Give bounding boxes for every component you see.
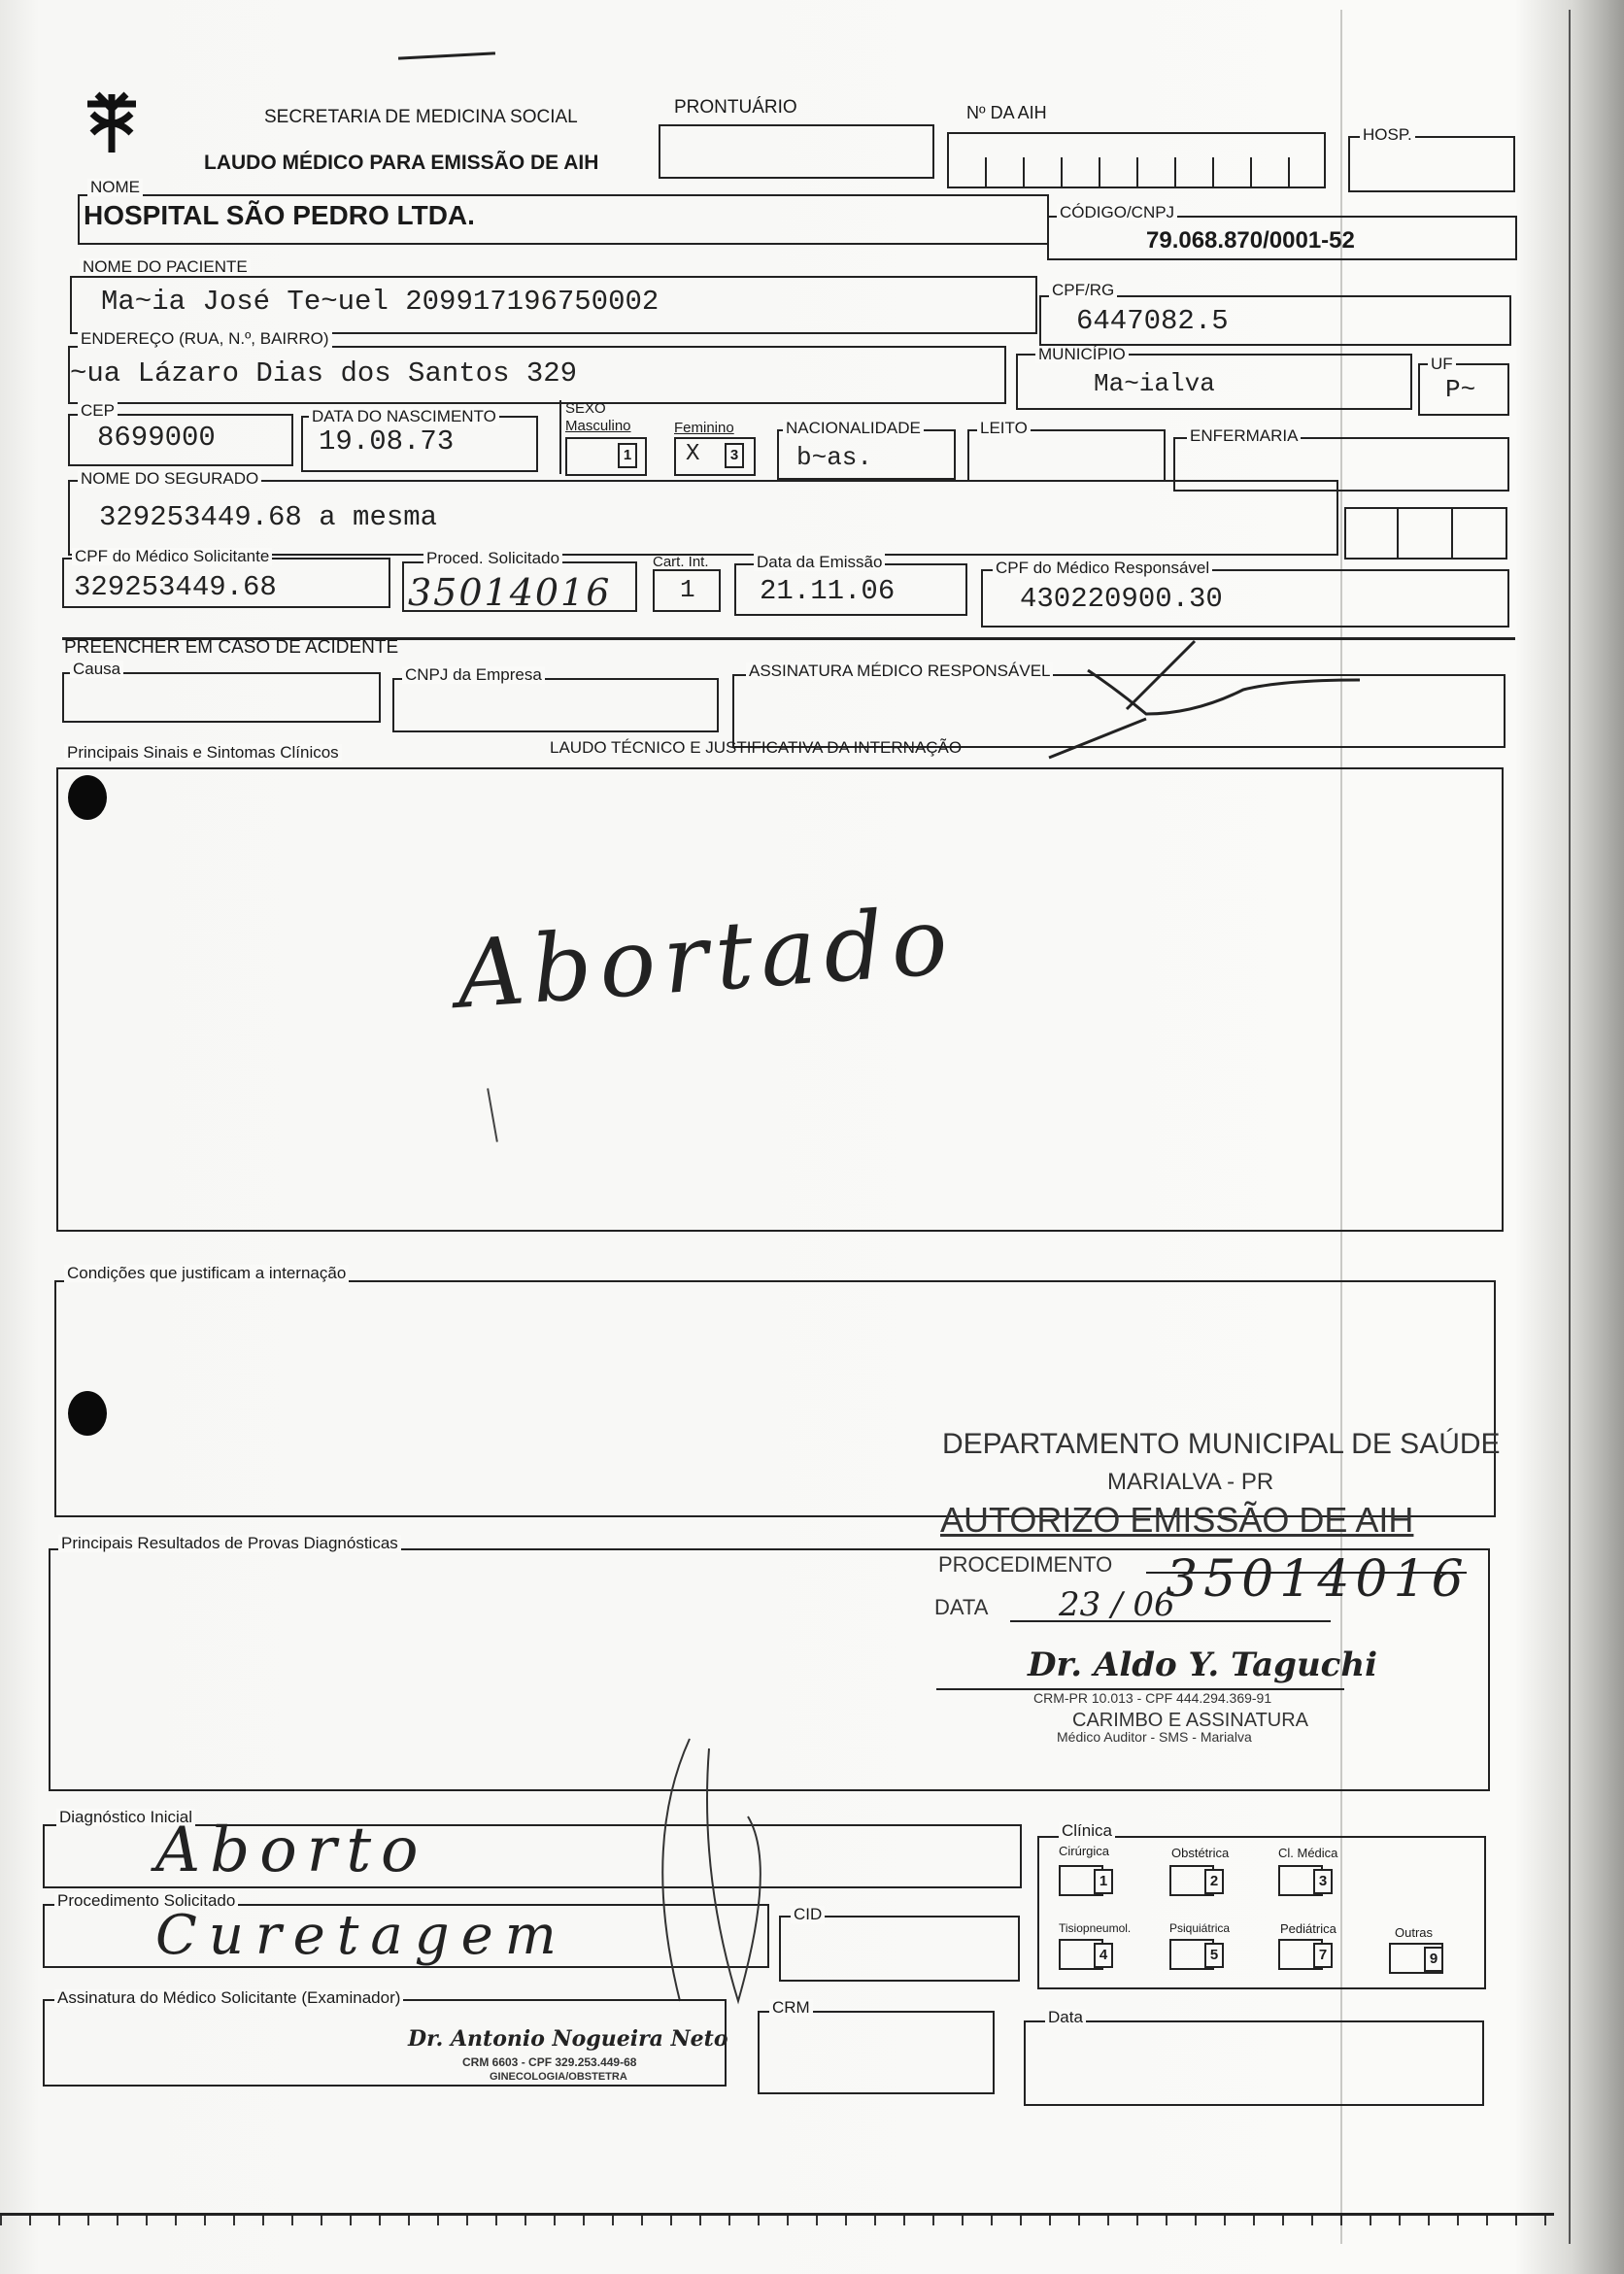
birth-date-value: 19.08.73: [319, 425, 455, 458]
aih-digit-ticks: [949, 157, 1324, 187]
clinica-outras-label: Outras: [1395, 1925, 1434, 1940]
patient-name-label: NOME DO PACIENTE: [80, 258, 251, 276]
cpf-responsavel-value: 430220900.30: [1020, 583, 1223, 615]
resultados-label: Principais Resultados de Provas Diagnósticas: [58, 1535, 401, 1552]
stamp-carimbo: CARIMBO E ASSINATURA: [1072, 1710, 1309, 1731]
stamp-data-value: 23 / 06: [1059, 1585, 1175, 1624]
assinatura-responsavel-label: ASSINATURA MÉDICO RESPONSÁVEL: [746, 662, 1053, 680]
sex-label: SEXO: [565, 400, 606, 417]
condicoes-label: Condições que justificam a internação: [64, 1265, 349, 1282]
solicitante-stamp-name: Dr. Antonio Nogueira Neto: [408, 2026, 728, 2052]
cid-field[interactable]: [779, 1916, 1020, 1982]
punch-hole-2: [68, 1391, 107, 1436]
aih-label: Nº DA AIH: [966, 103, 1047, 122]
cpf-solicitante-label: CPF do Médico Solicitante: [72, 548, 272, 565]
prontuario-field[interactable]: [659, 124, 934, 179]
hosp-field[interactable]: [1348, 136, 1515, 192]
female-code: 3: [725, 443, 744, 468]
responsavel-signature: [1030, 622, 1379, 767]
clinica-psiquiatrica-code: 5: [1204, 1943, 1224, 1968]
municipio-label: MUNICÍPIO: [1035, 346, 1129, 363]
stamp-medico-auditor: Médico Auditor - SMS - Marialva: [1057, 1729, 1252, 1745]
patient-name: Ma~ia José Te~uel 209917196750002: [101, 286, 660, 318]
leito-label: LEITO: [977, 420, 1031, 437]
sex-divider: [559, 400, 561, 474]
procedimento-solicitado-label: Procedimento Solicitado: [54, 1892, 238, 1910]
large-scribble: [544, 1729, 796, 2020]
form-title: LAUDO MÉDICO PARA EMISSÃO DE AIH: [204, 152, 599, 174]
data-field[interactable]: [1024, 2020, 1484, 2106]
cpf-rg-value: 6447082.5: [1076, 305, 1229, 337]
stamp-crm: CRM-PR 10.013 - CPF 444.294.369-91: [1033, 1690, 1272, 1706]
clinica-tisiopneumologia-code: 4: [1094, 1943, 1113, 1968]
crm-field[interactable]: [758, 2011, 995, 2094]
nationality-label: NACIONALIDADE: [783, 420, 924, 437]
uf-value: P~: [1445, 375, 1476, 404]
uf-label: UF: [1428, 356, 1456, 373]
clinica-psiquiatrica-label: Psiquiátrica: [1169, 1921, 1231, 1935]
cpf-rg-label: CPF/RG: [1049, 282, 1117, 299]
scan-mark: [398, 51, 495, 59]
hospital-name: HOSPITAL SÃO PEDRO LTDA.: [84, 200, 475, 230]
male-code: 1: [618, 443, 637, 468]
aih-number-field[interactable]: [947, 132, 1326, 188]
cart-int-value: 1: [680, 575, 695, 604]
insured-extra-boxes[interactable]: [1344, 507, 1507, 560]
clinica-cirurgica-label: Cirúrgica: [1059, 1844, 1110, 1858]
clinica-pediatrica-code: 7: [1313, 1943, 1333, 1968]
stamp-data-label: DATA: [934, 1595, 989, 1619]
municipio-value: Ma~ialva: [1094, 369, 1215, 398]
stamp-department: DEPARTAMENTO MUNICIPAL DE SAÚDE: [942, 1428, 1501, 1460]
prontuario-label: PRONTUÁRIO: [674, 97, 797, 118]
condicoes-field[interactable]: [54, 1280, 1496, 1517]
male-label: Masculino: [565, 418, 631, 434]
causa-field[interactable]: [62, 672, 381, 723]
clinica-obstetrica-code: 2: [1204, 1869, 1224, 1894]
hospital-name-label: NOME: [87, 179, 143, 196]
diagnostico-label: Diagnóstico Inicial: [56, 1809, 195, 1826]
bottom-ruler-ticks: [0, 2216, 1554, 2225]
birth-date-label: DATA DO NASCIMENTO: [309, 408, 499, 425]
assinatura-solicitante-label: Assinatura do Médico Solicitante (Examinador): [54, 1989, 403, 2007]
leito-field[interactable]: [967, 429, 1166, 482]
data-label: Data: [1045, 2009, 1086, 2026]
clinica-medica-code: 3: [1313, 1869, 1333, 1894]
cpf-responsavel-label: CPF do Médico Responsável: [993, 560, 1212, 577]
caduceus-logo-icon: [78, 89, 146, 157]
accident-heading: PREENCHER EM CASO DE ACIDENTE: [64, 637, 399, 658]
hosp-label: HOSP.: [1360, 126, 1415, 144]
cep-value: 8699000: [97, 422, 216, 454]
proced-solicitado-value: 35014016: [408, 571, 612, 614]
proced-solicitado-label: Proced. Solicitado: [423, 550, 562, 567]
diagnostico-text: Aborto: [155, 1815, 428, 1886]
stamp-city: MARIALVA - PR: [1107, 1469, 1274, 1495]
cart-int-label: Cart. Int.: [653, 554, 709, 570]
clinica-obstetrica-label: Obstétrica: [1171, 1846, 1230, 1860]
clinica-medica-label: Cl. Médica: [1278, 1846, 1338, 1860]
stamp-doctor-name: Dr. Aldo Y. Taguchi: [1028, 1646, 1378, 1684]
cnpj-empresa-label: CNPJ da Empresa: [402, 666, 545, 684]
clinica-tisiopneumologia-label: Tisiopneumol.: [1059, 1921, 1132, 1935]
stamp-procedimento-label: PROCEDIMENTO: [938, 1552, 1113, 1577]
address-value: ~ua Lázaro Dias dos Santos 329: [70, 357, 578, 390]
stamp-procedimento-value: 35014016: [1166, 1550, 1470, 1609]
cpf-solicitante-value: 329253449.68: [74, 571, 277, 603]
female-mark: X: [686, 441, 700, 467]
clinica-pediatrica-label: Pediátrica: [1280, 1921, 1336, 1936]
clinica-outras-code: 9: [1424, 1947, 1443, 1972]
insured-name-label: NOME DO SEGURADO: [78, 470, 261, 488]
emissao-value: 21.11.06: [760, 575, 896, 607]
clinica-cirurgica-code: 1: [1094, 1869, 1113, 1894]
org-name: SECRETARIA DE MEDICINA SOCIAL: [264, 107, 578, 127]
sinais-sintomas-label: Principais Sinais e Sintomas Clínicos: [64, 744, 342, 762]
cep-label: CEP: [78, 402, 118, 420]
solicitante-stamp-crm: CRM 6603 - CPF 329.253.449-68: [462, 2055, 637, 2069]
procedimento-solicitado-text: Curetagem: [155, 1904, 568, 1967]
emissao-label: Data da Emissão: [754, 554, 885, 571]
cnpj-value: 79.068.870/0001-52: [1146, 227, 1355, 254]
clinica-label: Clínica: [1059, 1822, 1115, 1840]
enfermaria-label: ENFERMARIA: [1187, 427, 1301, 445]
crm-label: CRM: [769, 1999, 813, 2017]
cnpj-label: CÓDIGO/CNPJ: [1057, 204, 1177, 221]
stamp-authorize: AUTORIZO EMISSÃO DE AIH: [940, 1500, 1414, 1540]
laudo-heading: LAUDO TÉCNICO E JUSTIFICATIVA DA INTERNAÇÃO: [550, 738, 963, 757]
female-label: Feminino: [674, 420, 734, 436]
address-label: ENDEREÇO (RUA, N.º, BAIRRO): [78, 330, 332, 348]
causa-label: Causa: [70, 661, 123, 678]
nationality-value: b~as.: [796, 443, 873, 472]
cnpj-empresa-field[interactable]: [392, 678, 719, 732]
insured-name-value: 329253449.68 a mesma: [99, 501, 438, 533]
cid-label: CID: [791, 1906, 825, 1923]
solicitante-stamp-specialty: GINECOLOGIA/OBSTETRA: [490, 2071, 627, 2083]
right-edge-line: [1569, 10, 1571, 2244]
sinais-sintomas-text: Abortado: [453, 886, 959, 1030]
punch-hole-1: [68, 775, 107, 820]
